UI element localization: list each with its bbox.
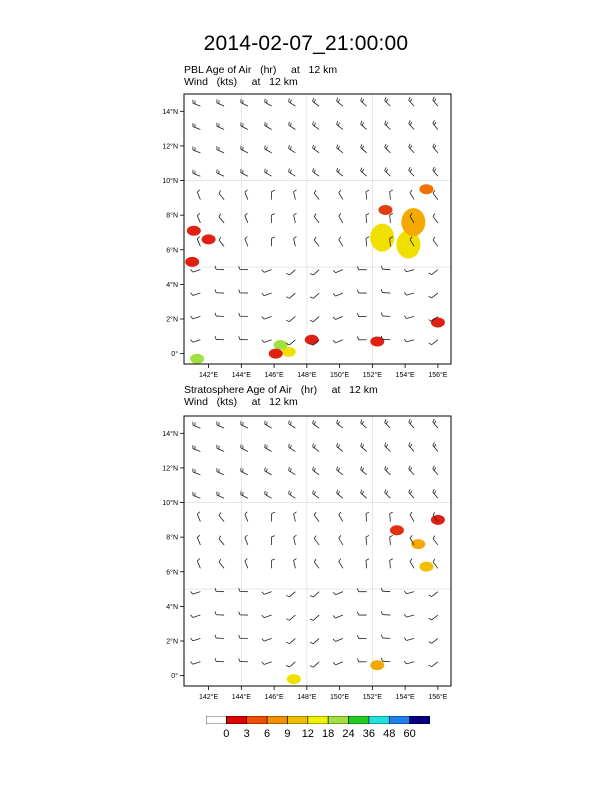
lat-tick-label: 8°N (166, 534, 178, 542)
lon-tick-label: 148°E (297, 694, 317, 701)
lon-tick-label: 148°E (297, 372, 317, 379)
field-blob (378, 205, 392, 215)
colorbar (206, 716, 430, 724)
panel1-field-label: PBL Age of Air (hr) at 12 km (184, 64, 338, 76)
lat-tick-label: 14°N (162, 430, 178, 438)
colorbar-label: 9 (284, 728, 291, 740)
field-blob (431, 317, 445, 327)
lat-tick-label: 0° (171, 673, 178, 681)
field-blob (390, 525, 404, 535)
field-blob (202, 234, 216, 244)
lon-tick-label: 152°E (362, 372, 382, 379)
field-blob (305, 335, 319, 345)
colorbar-swatch (308, 716, 328, 724)
colorbar-label: 18 (322, 728, 335, 740)
lat-tick-label: 2°N (166, 638, 178, 646)
colorbar-swatch (206, 716, 226, 724)
field-blob (274, 340, 288, 350)
lat-tick-label: 14°N (162, 108, 178, 116)
field-blob (370, 660, 384, 670)
lat-tick-label: 6°N (166, 247, 178, 255)
lat-tick-label: 10°N (162, 178, 178, 186)
colorbar-swatch (349, 716, 369, 724)
lon-tick-label: 154°E (395, 694, 415, 701)
colorbar-swatch (267, 716, 287, 724)
lat-tick-label: 2°N (166, 316, 178, 324)
lat-tick-label: 12°N (162, 143, 178, 151)
field-blob (185, 257, 199, 267)
panel2-wind-label: Wind (kts) at 12 km (184, 396, 298, 408)
colorbar-label: 60 (403, 728, 416, 740)
colorbar-label: 24 (342, 728, 355, 740)
lat-tick-label: 4°N (166, 281, 178, 289)
field-blob (269, 349, 283, 359)
lat-tick-label: 10°N (162, 500, 178, 508)
lat-tick-label: 4°N (166, 603, 178, 611)
lat-tick-label: 8°N (166, 212, 178, 220)
colorbar-swatch (369, 716, 389, 724)
colorbar-label: 6 (264, 728, 271, 740)
field-blob (419, 562, 433, 572)
panel1-wind-label: Wind (kts) at 12 km (184, 76, 298, 88)
colorbar-label: 3 (243, 728, 250, 740)
lon-tick-label: 144°E (231, 372, 251, 379)
lat-tick-label: 12°N (162, 465, 178, 473)
field-blob (190, 354, 204, 364)
lon-tick-label: 150°E (330, 694, 350, 701)
colorbar-label: 0 (223, 728, 230, 740)
field-blob (419, 184, 433, 194)
field-blob (431, 515, 445, 525)
lon-tick-label: 154°E (395, 372, 415, 379)
colorbar-swatch (247, 716, 267, 724)
lon-tick-label: 152°E (362, 694, 382, 701)
plot-title: 2014-02-07_21:00:00 (203, 32, 409, 55)
colorbar-label: 12 (301, 728, 314, 740)
colorbar-swatch (226, 716, 246, 724)
colorbar-swatch (410, 716, 430, 724)
colorbar-label: 36 (362, 728, 376, 740)
field-blob (287, 674, 301, 684)
lon-tick-label: 144°E (231, 694, 251, 701)
colorbar-swatch (287, 716, 307, 724)
field-blob (187, 226, 201, 236)
colorbar-label: 48 (383, 728, 396, 740)
colorbar-swatch (389, 716, 409, 724)
lon-tick-label: 146°E (264, 372, 284, 379)
lon-tick-label: 156°E (428, 372, 448, 379)
lon-tick-label: 150°E (330, 372, 350, 379)
lon-tick-label: 156°E (428, 694, 448, 701)
stratosphere-age-map-panel (162, 414, 455, 714)
lon-tick-label: 146°E (264, 694, 284, 701)
lat-tick-label: 6°N (166, 569, 178, 577)
lat-tick-label: 0° (171, 351, 178, 359)
lon-tick-label: 142°E (198, 372, 219, 379)
pbl-age-map-panel (162, 92, 455, 392)
panel2-field-label: Stratosphere Age of Air (hr) at 12 km (184, 384, 378, 396)
colorbar-swatch (328, 716, 348, 724)
lon-tick-label: 142°E (198, 694, 219, 701)
